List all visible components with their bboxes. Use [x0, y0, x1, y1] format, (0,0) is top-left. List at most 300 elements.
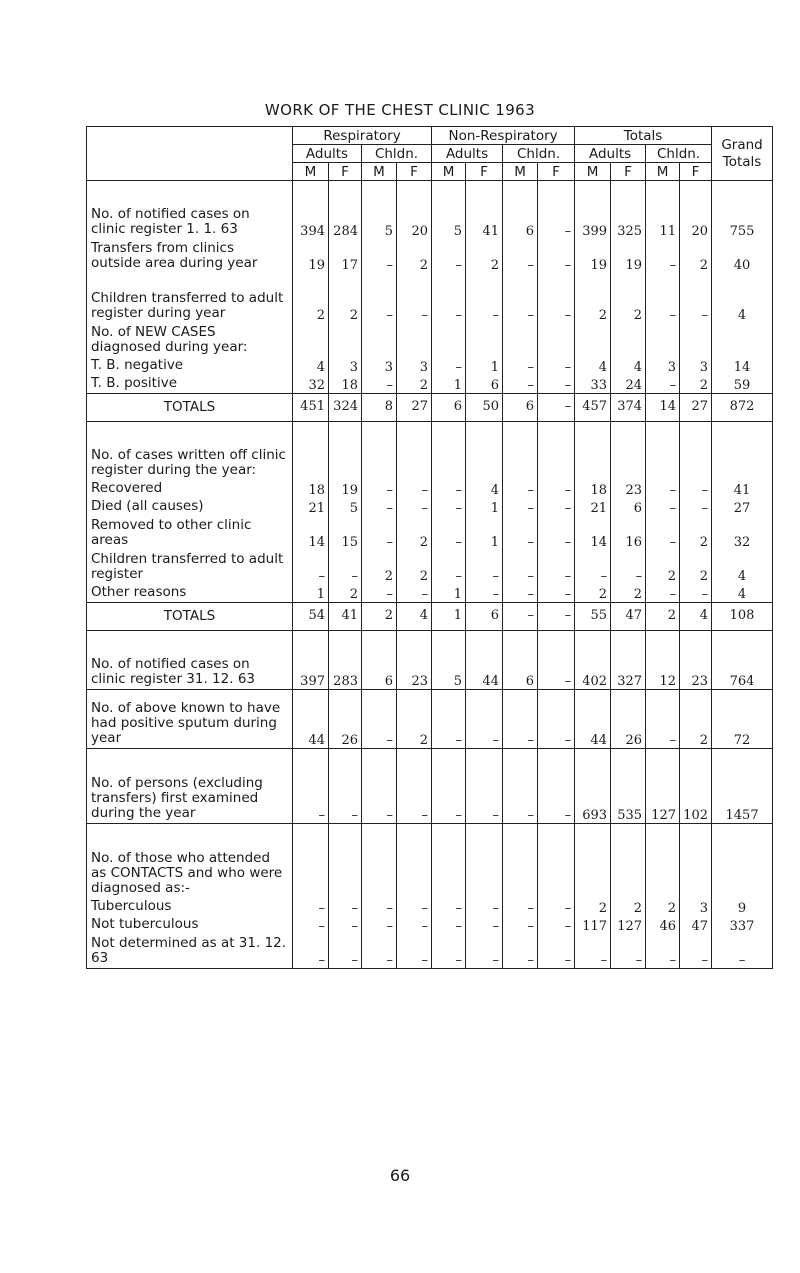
cell-value — [575, 430, 610, 480]
cell-value: 12 — [659, 674, 677, 689]
totals-cell: 54 — [293, 603, 329, 631]
value-column — [329, 631, 362, 690]
cell-value: – — [527, 569, 535, 584]
cell-value: – — [635, 569, 643, 584]
cell-value: – — [527, 953, 535, 968]
grand-total-value: 59 — [733, 378, 751, 393]
value-column — [397, 749, 432, 824]
value-column — [397, 824, 432, 969]
grand-total-value: 4 — [737, 308, 747, 323]
cell-value: – — [564, 587, 572, 602]
cell-value: 327 — [617, 674, 643, 689]
value-column — [293, 422, 329, 603]
cell-value — [329, 430, 361, 480]
header-m: M — [293, 163, 329, 181]
cell-value: 5 — [453, 224, 463, 239]
page-number: 66 — [389, 1166, 411, 1185]
cell-value — [575, 832, 610, 898]
cell-value: 19 — [341, 483, 358, 498]
value-column — [432, 181, 466, 394]
header-non-respiratory: Non-Respiratory — [432, 127, 575, 145]
cell-value: – — [492, 953, 500, 968]
value-column — [503, 631, 538, 690]
header-m: M — [362, 163, 397, 181]
row-label: Died (all causes) — [91, 498, 204, 514]
cell-value: – — [527, 808, 535, 823]
totals-cell: 14 — [646, 394, 680, 422]
cell-value: 1 — [453, 378, 463, 393]
cell-value: – — [455, 483, 463, 498]
value-column — [362, 749, 397, 824]
cell-value: – — [455, 953, 463, 968]
cell-value: 3 — [699, 901, 709, 916]
cell-value: 394 — [300, 224, 325, 239]
cell-value: 2 — [419, 569, 429, 584]
cell-value: 325 — [617, 224, 643, 239]
row-label: Tuberculous — [91, 898, 172, 914]
row-label: Removed to other clinic areas — [91, 517, 252, 548]
cell-value: 44 — [590, 733, 608, 748]
cell-value: 4 — [598, 360, 608, 375]
cell-value: – — [455, 808, 463, 823]
totals-label: TOTALS — [87, 394, 293, 422]
cell-value: 46 — [659, 919, 677, 934]
cell-value: 102 — [683, 808, 709, 823]
row-label: No. of cases written off clinic register during the year: — [91, 447, 286, 478]
totals-cell: – — [538, 394, 575, 422]
section-row — [87, 631, 773, 690]
cell-value: – — [492, 308, 500, 323]
value-column — [432, 749, 466, 824]
row-label: No. of NEW CASES diagnosed during year: — [91, 324, 248, 355]
totals-row — [87, 603, 773, 631]
header-m: M — [432, 163, 466, 181]
cell-value — [538, 323, 574, 357]
header-totals: Totals — [575, 127, 712, 145]
cell-value: 21 — [308, 501, 325, 516]
cell-value — [611, 832, 645, 898]
cell-value: 14 — [590, 535, 608, 550]
cell-value: 2 — [699, 569, 709, 584]
cell-value: 2 — [419, 535, 429, 550]
cell-value — [466, 430, 502, 480]
totals-cell: 4 — [680, 603, 712, 631]
cell-value: – — [318, 901, 325, 916]
value-column — [397, 422, 432, 603]
cell-value: – — [527, 483, 535, 498]
cell-value: 127 — [617, 919, 643, 934]
cell-value: – — [600, 953, 608, 968]
cell-value: 1 — [490, 535, 500, 550]
cell-value: – — [386, 901, 393, 916]
cell-value: – — [701, 483, 709, 498]
cell-value: 4 — [316, 360, 325, 375]
cell-value: – — [492, 901, 500, 916]
row-labels — [87, 631, 293, 690]
value-column — [503, 749, 538, 824]
cell-value: – — [351, 901, 358, 916]
cell-value: – — [669, 258, 677, 273]
cell-value: 2 — [490, 258, 500, 273]
cell-value: – — [564, 901, 572, 916]
cell-value: – — [455, 535, 463, 550]
cell-value: 41 — [482, 224, 500, 239]
value-column — [329, 690, 362, 749]
cell-value: – — [564, 919, 572, 934]
cell-value: 1 — [490, 501, 500, 516]
totals-cell: 6 — [432, 394, 466, 422]
cell-value: 2 — [384, 569, 393, 584]
cell-value: – — [564, 483, 572, 498]
cell-value: 1 — [490, 360, 500, 375]
cell-value: – — [564, 258, 572, 273]
row-label: No. of persons (excluding transfers) first examined during the year — [91, 775, 263, 821]
header-m: M — [503, 163, 538, 181]
value-column — [432, 690, 466, 749]
row-label: Not determined as at 31. 12. 63 — [91, 935, 287, 966]
value-column — [680, 631, 712, 690]
value-column — [503, 690, 538, 749]
cell-value: – — [386, 587, 393, 602]
section-row — [87, 690, 773, 749]
header-adults: Adults — [293, 145, 362, 163]
totals-cell: 324 — [329, 394, 362, 422]
cell-value: – — [701, 587, 709, 602]
cell-value: – — [455, 258, 463, 273]
value-column — [611, 824, 646, 969]
cell-value: – — [564, 224, 572, 239]
value-column — [329, 749, 362, 824]
value-column — [432, 824, 466, 969]
cell-value: 397 — [300, 674, 325, 689]
grand-total-value: 40 — [733, 258, 751, 273]
grand-total-value: 32 — [733, 535, 751, 550]
value-column — [466, 824, 503, 969]
cell-value: – — [564, 733, 572, 748]
cell-value: 4 — [633, 360, 643, 375]
totals-cell: 451 — [293, 394, 329, 422]
header-m: M — [575, 163, 611, 181]
row-label: Transfers from clinics outside area during year — [91, 240, 258, 271]
value-column — [646, 690, 680, 749]
cell-value: 3 — [667, 360, 677, 375]
grand-total-value — [712, 323, 772, 357]
cell-value: 32 — [308, 378, 325, 393]
cell-value: – — [701, 308, 709, 323]
page-title: WORK OF THE CHEST CLINIC 1963 — [264, 101, 536, 119]
cell-value: – — [455, 308, 463, 323]
cell-value: – — [669, 953, 677, 968]
cell-value: – — [386, 808, 393, 823]
cell-value — [466, 832, 502, 898]
cell-value: – — [421, 587, 429, 602]
cell-value: 44 — [308, 733, 325, 748]
cell-value: – — [351, 919, 358, 934]
cell-value: – — [669, 501, 677, 516]
cell-value: 2 — [349, 587, 358, 602]
cell-value: 20 — [411, 224, 429, 239]
cell-value: – — [564, 535, 572, 550]
value-column — [646, 181, 680, 394]
header-adults: Adults — [575, 145, 646, 163]
cell-value: – — [421, 901, 429, 916]
value-column — [503, 422, 538, 603]
cell-value: 402 — [582, 674, 608, 689]
grand-total-column — [712, 690, 773, 749]
cell-value: – — [318, 808, 325, 823]
header-children: Chldn. — [646, 145, 712, 163]
header-blank — [87, 127, 293, 181]
table-body — [87, 181, 773, 969]
cell-value: 6 — [633, 501, 643, 516]
value-column — [611, 181, 646, 394]
cell-value: 11 — [659, 224, 677, 239]
cell-value: – — [527, 733, 535, 748]
cell-value: – — [351, 569, 358, 584]
cell-value: – — [527, 919, 535, 934]
cell-value: 1 — [316, 587, 325, 602]
value-column — [329, 181, 362, 394]
cell-value: 23 — [691, 674, 709, 689]
cell-value — [397, 832, 431, 898]
value-column — [293, 631, 329, 690]
cell-value: 4 — [490, 483, 500, 498]
value-column — [680, 824, 712, 969]
cell-value — [503, 430, 537, 480]
cell-value — [397, 323, 431, 357]
value-column — [611, 422, 646, 603]
grand-total-value: 14 — [733, 360, 751, 375]
row-label: Children transferred to adult register during year — [91, 290, 284, 321]
cell-value: 284 — [333, 224, 358, 239]
cell-value: 3 — [699, 360, 709, 375]
cell-value: 18 — [590, 483, 608, 498]
cell-value: – — [701, 953, 709, 968]
value-column — [646, 422, 680, 603]
cell-value: 3 — [419, 360, 429, 375]
cell-value: 19 — [308, 258, 325, 273]
section-row — [87, 422, 773, 603]
grand-total-value: 41 — [733, 483, 751, 498]
chest-clinic-table — [86, 126, 772, 969]
cell-value: – — [421, 953, 429, 968]
cell-value: 5 — [349, 501, 358, 516]
grand-total-value: 764 — [729, 674, 755, 689]
cell-value: 44 — [482, 674, 500, 689]
value-column — [293, 181, 329, 394]
totals-cell: 6 — [503, 394, 538, 422]
grand-total-value: 72 — [733, 733, 751, 748]
cell-value: 2 — [598, 587, 608, 602]
cell-value: – — [455, 733, 463, 748]
cell-value: – — [386, 258, 393, 273]
cell-value: 23 — [625, 483, 643, 498]
totals-cell: 27 — [397, 394, 432, 422]
cell-value: 2 — [667, 901, 677, 916]
row-labels — [87, 181, 293, 394]
cell-value: – — [527, 501, 535, 516]
cell-value: – — [669, 378, 677, 393]
cell-value: 2 — [699, 733, 709, 748]
cell-value: 2 — [419, 258, 429, 273]
cell-value: – — [492, 733, 500, 748]
header-adults: Adults — [432, 145, 503, 163]
row-labels — [87, 690, 293, 749]
totals-cell: 8 — [362, 394, 397, 422]
cell-value: 33 — [590, 378, 608, 393]
cell-value: – — [386, 501, 393, 516]
row-label: Recovered — [91, 480, 163, 496]
totals-cell: 47 — [611, 603, 646, 631]
cell-value — [538, 430, 574, 480]
cell-value: 2 — [699, 258, 709, 273]
cell-value: 693 — [582, 808, 608, 823]
value-column — [466, 422, 503, 603]
totals-label: TOTALS — [87, 603, 293, 631]
value-column — [575, 824, 611, 969]
value-column — [611, 690, 646, 749]
row-labels — [87, 824, 293, 969]
cell-value: 2 — [598, 308, 608, 323]
cell-value: – — [564, 360, 572, 375]
cell-value: – — [455, 569, 463, 584]
cell-value: – — [455, 901, 463, 916]
totals-cell: 41 — [329, 603, 362, 631]
totals-cell: – — [538, 603, 575, 631]
value-column — [432, 631, 466, 690]
grand-total-value: 337 — [729, 919, 755, 934]
cell-value: – — [669, 733, 677, 748]
cell-value: 2 — [419, 378, 429, 393]
cell-value: – — [564, 501, 572, 516]
value-column — [362, 690, 397, 749]
cell-value — [646, 323, 679, 357]
cell-value: – — [421, 919, 429, 934]
cell-value: – — [318, 919, 325, 934]
cell-value: 2 — [349, 308, 358, 323]
header-f: F — [466, 163, 503, 181]
cell-value: – — [492, 919, 500, 934]
value-column — [362, 181, 397, 394]
row-label: Children transferred to adult register — [91, 551, 284, 582]
row-label: Other reasons — [91, 584, 187, 600]
value-column — [575, 181, 611, 394]
value-column — [329, 824, 362, 969]
cell-value — [329, 832, 361, 898]
cell-value: – — [527, 587, 535, 602]
value-column — [680, 422, 712, 603]
value-column — [538, 824, 575, 969]
grand-total-column — [712, 631, 773, 690]
cell-value: 18 — [308, 483, 325, 498]
cell-value — [611, 323, 645, 357]
cell-value: – — [564, 308, 572, 323]
cell-value — [611, 430, 645, 480]
cell-value: 3 — [384, 360, 393, 375]
cell-value: – — [318, 953, 325, 968]
cell-value: – — [527, 535, 535, 550]
value-column — [329, 422, 362, 603]
cell-value: 127 — [651, 808, 677, 823]
value-column — [397, 690, 432, 749]
cell-value: – — [527, 378, 535, 393]
cell-value: – — [421, 483, 429, 498]
cell-value: – — [492, 569, 500, 584]
cell-value — [397, 430, 431, 480]
cell-value: 6 — [525, 224, 535, 239]
cell-value: – — [421, 808, 429, 823]
grand-total-cell: 108 — [712, 603, 773, 631]
header-f: F — [538, 163, 575, 181]
cell-value: 24 — [625, 378, 643, 393]
header-row-1 — [87, 127, 773, 145]
cell-value: 2 — [598, 901, 608, 916]
value-column — [362, 824, 397, 969]
value-column — [293, 824, 329, 969]
totals-cell: 457 — [575, 394, 611, 422]
value-column — [362, 422, 397, 603]
cell-value: 283 — [333, 674, 358, 689]
cell-value: – — [455, 501, 463, 516]
totals-cell: 55 — [575, 603, 611, 631]
value-column — [538, 422, 575, 603]
cell-value: 21 — [590, 501, 608, 516]
row-label: No. of notified cases on clinic register 31. 12. 63 — [91, 656, 255, 687]
value-column — [646, 631, 680, 690]
totals-cell: 2 — [362, 603, 397, 631]
header-f: F — [680, 163, 712, 181]
cell-value: – — [455, 360, 463, 375]
value-column — [503, 181, 538, 394]
cell-value: – — [421, 308, 429, 323]
cell-value: – — [564, 953, 572, 968]
value-column — [538, 690, 575, 749]
cell-value: 16 — [625, 535, 643, 550]
cell-value: 26 — [625, 733, 643, 748]
value-column — [575, 749, 611, 824]
cell-value — [575, 323, 610, 357]
cell-value — [293, 323, 328, 357]
cell-value: 26 — [341, 733, 358, 748]
cell-value: – — [527, 258, 535, 273]
row-label: No. of above known to have had positive sputum during year — [91, 700, 281, 746]
value-column — [611, 749, 646, 824]
cell-value: 19 — [625, 258, 643, 273]
cell-value: 5 — [453, 674, 463, 689]
cell-value — [432, 430, 465, 480]
cell-value: – — [527, 308, 535, 323]
cell-value: – — [564, 378, 572, 393]
cell-value: 2 — [633, 587, 643, 602]
cell-value: – — [669, 308, 677, 323]
value-column — [362, 631, 397, 690]
cell-value: 19 — [590, 258, 608, 273]
cell-value: – — [386, 535, 393, 550]
cell-value: 6 — [525, 674, 535, 689]
row-label: No. of notified cases on clinic register 1. 1. 63 — [91, 206, 250, 237]
cell-value: – — [564, 808, 572, 823]
cell-value — [432, 832, 465, 898]
header-respiratory: Respiratory — [293, 127, 432, 145]
cell-value — [680, 832, 711, 898]
grand-total-value — [712, 832, 772, 898]
header-f: F — [397, 163, 432, 181]
cell-value: – — [492, 587, 500, 602]
grand-total-column — [712, 749, 773, 824]
totals-cell: 374 — [611, 394, 646, 422]
cell-value: 3 — [349, 360, 358, 375]
cell-value: – — [386, 953, 393, 968]
